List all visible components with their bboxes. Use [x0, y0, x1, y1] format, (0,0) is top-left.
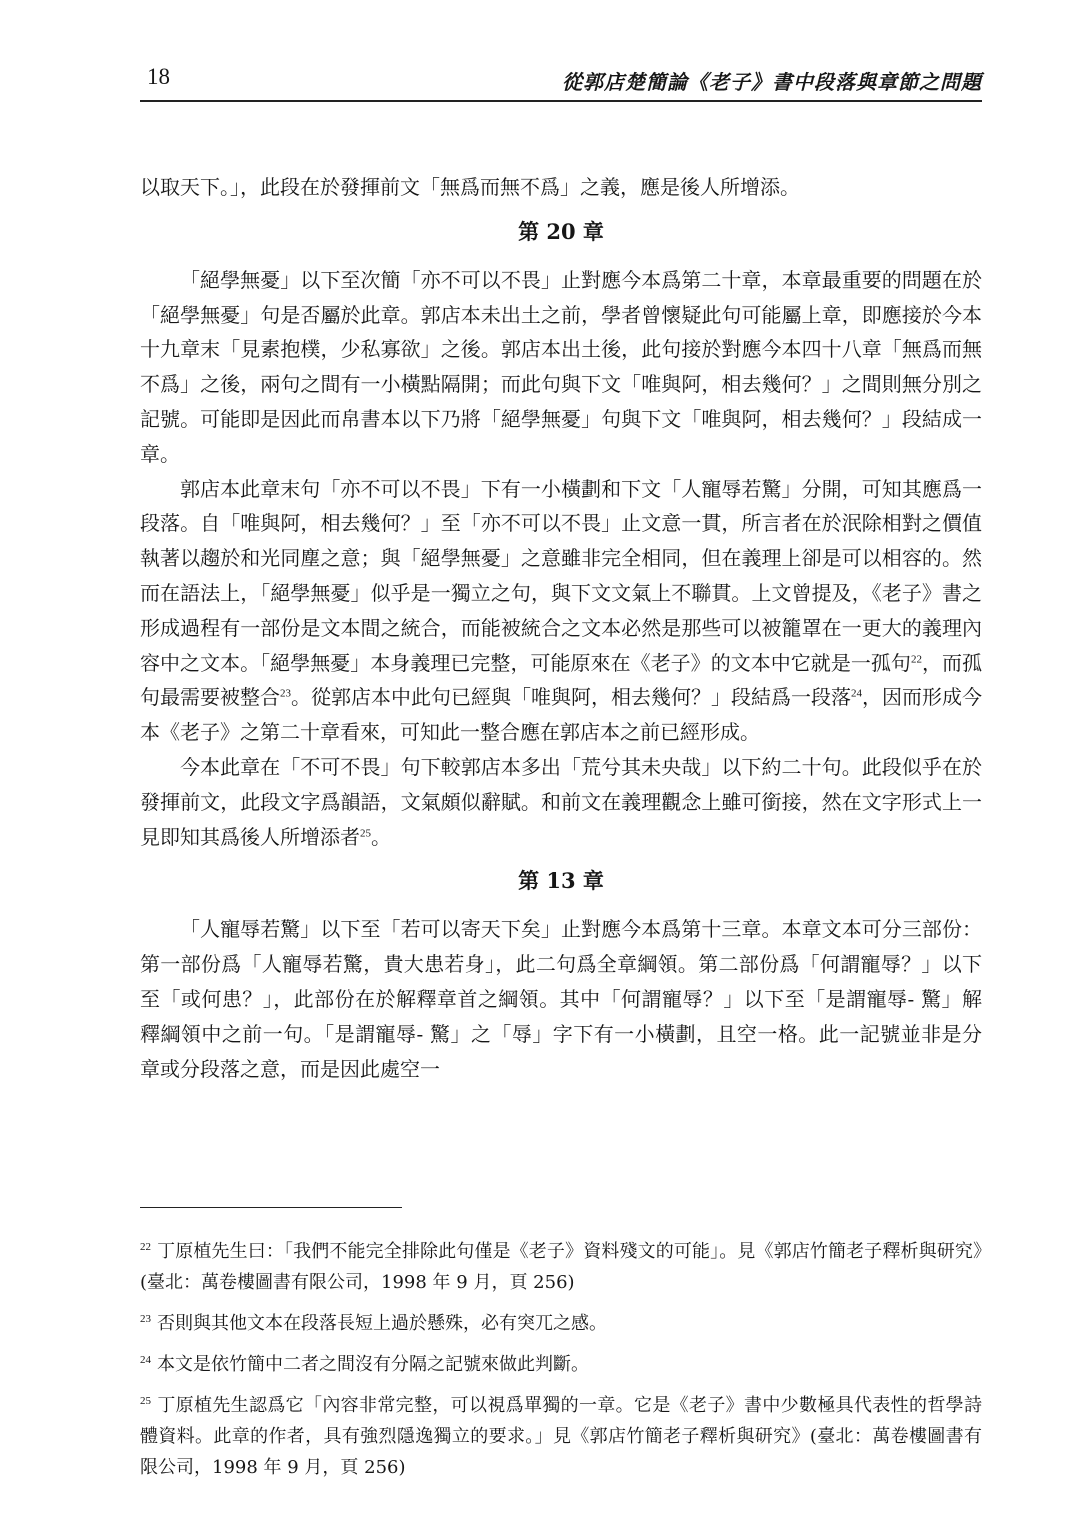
footnote-25 [140, 1386, 982, 1483]
footnote-ref-23[interactable]: 23 [280, 687, 291, 700]
chapter-heading-13: 第 13 章 [518, 868, 604, 894]
footnote-text: 丁原植先生認爲它「內容非常完整，可以視爲單獨的一章。它是《老子》書中少數極具代表性的哲學詩體資料。此章的作者，具有強烈隱逸獨立的要求。」見《郭店竹簡老子釋析與研究》(臺北：萬卷樓圖書有限公司，1998 年 9 月，頁 256) [140, 1395, 982, 1478]
footnote-number: 23 [140, 1313, 151, 1325]
footnote-22 [140, 1232, 982, 1298]
footnotes [140, 1232, 982, 1489]
footnote-text: 丁原植先生曰：「我們不能完全排除此句僅是《老子》資料殘文的可能」。見《郭店竹簡老子釋析與研究》(臺北：萬卷樓圖書有限公司，1998 年 9 月，頁 256) [140, 1241, 982, 1293]
paragraph-text: ，因而形成今本《老子》之第二十章看來，可知此一整合應在郭店本之前已經形成。 [140, 685, 982, 745]
footnote-number: 22 [140, 1241, 151, 1253]
footnote-text: 本文是依竹簡中二者之間沒有分隔之記號來做此判斷。 [157, 1354, 589, 1375]
running-title: 從郭店楚簡論《老子》書中段落與章節之問題 [562, 70, 982, 94]
paragraph-chapter20-addition [140, 750, 982, 854]
footnote-23 [140, 1304, 982, 1339]
footnote-ref-25[interactable]: 25 [360, 826, 371, 839]
footnote-24 [140, 1345, 982, 1380]
paragraph-chapter20-analysis [140, 472, 982, 750]
page-number: 18 [147, 64, 170, 89]
paragraph-text: 今本此章在「不可不畏」句下較郭店本多出「荒兮其未央哉」以下約二十句。此段似乎在於發揮前文，此段文字爲韻語，文氣頗似辭賦。和前文在義理觀念上雖可銜接，然在文字形式上一見即知其爲後人所增添者 [140, 754, 982, 849]
paragraph-text: 。從郭店本中此句已經與「唯與阿，相去幾何？」段結爲一段落 [291, 685, 851, 710]
footnote-ref-24[interactable]: 24 [851, 687, 862, 700]
page-header [140, 64, 982, 104]
footnote-text: 否則與其他文本在段落長短上過於懸殊，必有突兀之感。 [157, 1313, 607, 1334]
paragraph-continued: 以取天下。」，此段在於發揮前文「無爲而無不爲」之義，應是後人所增添。 [140, 175, 800, 199]
paragraph-text: 。 [371, 824, 391, 849]
paragraph-chapter20-intro: 「絕學無憂」以下至次簡「亦不可以不畏」止對應今本爲第二十章，本章最重要的問題在於「絕學無憂」句是否屬於此章。郭店本未出土之前，學者曾懷疑此句可能屬上章，即應接於今本十九章末「見素抱樸，少私寡欲」之後。郭店本出土後，此句接於對應今本四十八章「無爲而無不爲」之後，兩句之間有一小橫點隔開；而此句與下文「唯與阿，相去幾何？」之間則無分別之記號。可能即是因此而帛書本以下乃將「絕學無憂」句與下文「唯與阿，相去幾何？」段結成一章。 [140, 267, 982, 466]
chapter-heading-20: 第 20 章 [518, 218, 604, 244]
paragraph-chapter13-intro: 「人寵辱若驚」以下至「若可以寄天下矣」止對應今本爲第十三章。本章文本可分三部份：第一部份爲「人寵辱若驚，貴大患若身」，此二句爲全章綱領。第二部份爲「何謂寵辱？」以下至「或何患？」，此部份在於解釋章首之綱領。其中「何謂寵辱？」以下至「是謂寵辱- 驚」解釋綱領中之前一句。「是謂寵辱- 驚」之「辱」字下有一小橫劃，且空一格。此一記號並非是分章或分段落之意，而是因此處空一 [140, 917, 982, 1081]
paragraph-text: 郭店本此章末句「亦不可以不畏」下有一小橫劃和下文「人寵辱若驚」分開，可知其應爲一段落。自「唯與阿，相去幾何？」至「亦不可以不畏」止文意一貫，所言者在於泯除相對之價值執著以趨於和光同塵之意；與「絕學無憂」之意雖非完全相同，但在義理上卻是可以相容的。然而在語法上，「絕學無憂」似乎是一獨立之句，與下文文氣上不聯貫。上文曾提及，《老子》書之形成過程有一部份是文本間之統合，而能被統合之文本必然是那些可以被籠罩在一更大的義理內容中之文本。「絕學無憂」本身義理已完整，可能原來在《老子》的文本中它就是一孤句 [140, 476, 982, 675]
footnote-rule [140, 1207, 402, 1208]
paragraph-text: ，而孤句最需要被整合 [140, 650, 983, 710]
footnote-number: 25 [140, 1395, 151, 1407]
footnote-ref-22[interactable]: 22 [910, 652, 922, 665]
footnote-number: 24 [140, 1354, 151, 1366]
header-rule [140, 100, 982, 102]
main-text [140, 170, 982, 1086]
